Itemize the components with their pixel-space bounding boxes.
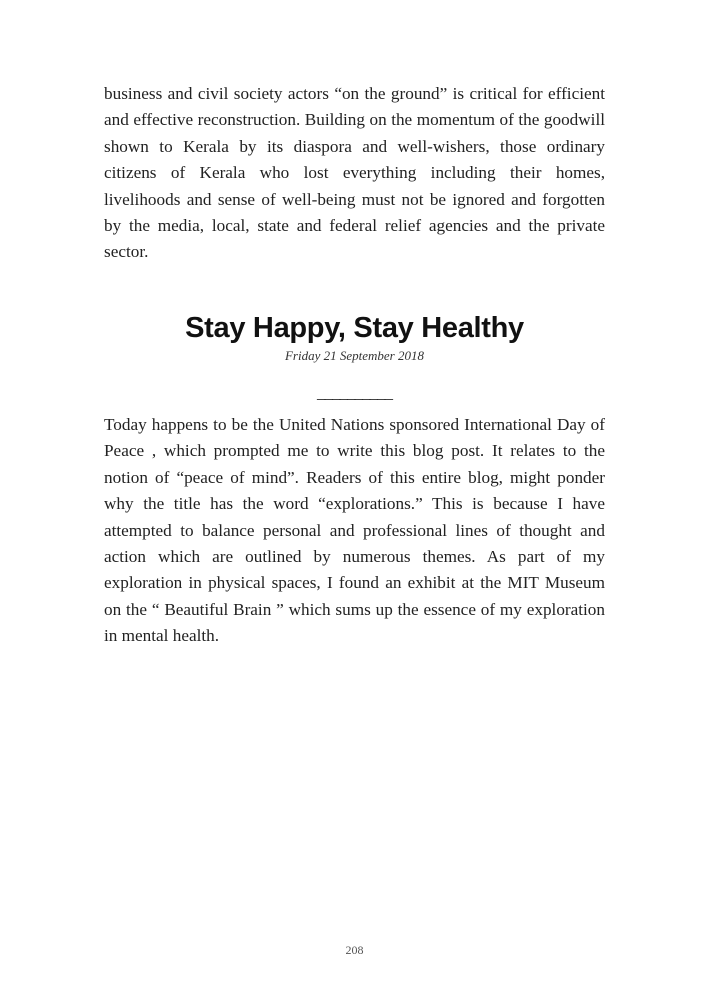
post-date: Friday 21 September 2018 [284, 348, 424, 363]
post-title: Stay Happy, Stay Healthy [185, 312, 524, 344]
post-divider: __________ [317, 383, 392, 402]
post-body: Today happens to be the United Nations sponsored International Day of Peace , which prompted me to write this blog post. It relates to the notion of “peace of mind”. Readers of this entire blog, might ponder why the title has the word “explorations.” This is because I have attempted to balance personal and professional lines of thought and action which are outlined by numerous themes. As part of my exploration in physical spaces, I found an exhibit at the MIT Museum on the “ Beautiful Brain ” which sums up the essence of my exploration in mental health. [104, 415, 605, 646]
continuation-paragraph: business and civil society actors “on the ground” is critical for efficient and effective reconstruction. Building on the momentum of the goodwill shown to Kerala by its diaspora and well-wishers, those ordinary citizens of Kerala who lost everything including their homes, livelihoods and sense of well-being must not be ignored and forgotten by the media, local, state and federal relief agencies and the private sector. [104, 84, 605, 262]
page-number: 208 [345, 943, 364, 957]
